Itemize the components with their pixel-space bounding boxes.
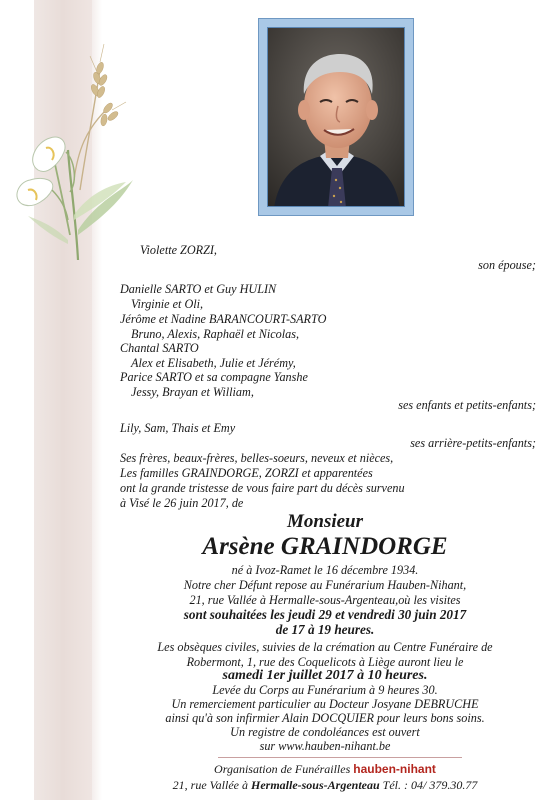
visits-line: sont souhaitées les jeudi 29 et vendredi 30 juin 2017 (183, 607, 467, 622)
thanks-line: ainsi qu'à son infirmier Alain DOCQUIER pour leurs bons soins. (165, 711, 485, 725)
others-line: à Visé le 26 juin 2017, de (120, 496, 244, 510)
funeral-line: Robermont, 1, rue des Coquelicots à Liège auront lieu le (186, 655, 464, 669)
calla-lily-icon (8, 30, 138, 270)
deceased-title: Monsieur (286, 511, 364, 532)
footer-address (110, 778, 540, 792)
child-line: Danielle SARTO et Guy HULIN (120, 282, 277, 296)
funeral-date: samedi 1er juillet 2017 à 10 heures. (222, 668, 428, 683)
spouse-name: Violette ZORZI, (140, 243, 217, 257)
phone: Tél. : 04/ 379.30.77 (382, 778, 478, 792)
grandchild-line: Virginie et Oli, (131, 297, 204, 311)
register-line: sur www.hauben-nihant.be (259, 739, 391, 753)
funeral-line: Les obsèques civiles, suivies de la crémation au Centre Funéraire de (157, 640, 493, 654)
portrait-frame (258, 18, 414, 216)
separator (218, 757, 462, 758)
child-line: Chantal SARTO (120, 341, 199, 355)
repose-line: 21, rue Vallée à Hermalle-sous-Argenteau,où les visites (189, 593, 461, 607)
deceased-name: Arsène GRAINDORGE (202, 533, 448, 560)
birth-line: né à Ivoz-Ramet le 16 décembre 1934. (231, 563, 419, 577)
grandchild-line: Alex et Elisabeth, Julie et Jérémy, (131, 356, 296, 370)
register-line: Un registre de condoléances est ouvert (230, 725, 420, 739)
spouse-role: son épouse; (478, 258, 536, 272)
others-line: Les familles GRAINDORGE, ZORZI et apparentées (120, 466, 373, 480)
address-city: Hermalle-sous-Argenteau (250, 778, 380, 792)
others-line: ont la grande tristesse de vous faire part du décès survenu (120, 481, 405, 495)
child-line: Jérôme et Nadine BARANCOURT-SARTO (120, 312, 327, 326)
levee-line: Levée du Corps au Funérarium à 9 heures 30. (212, 683, 438, 697)
footer-org (110, 762, 540, 776)
children-role: ses enfants et petits-enfants; (398, 398, 536, 412)
great-grandchildren: Lily, Sam, Thais et Emy (120, 421, 236, 435)
others-line: Ses frères, beaux-frères, belles-soeurs, neveux et nièces, (120, 451, 394, 465)
child-line: Parice SARTO et sa compagne Yanshe (120, 370, 308, 384)
great-grandchildren-role: ses arrière-petits-enfants; (410, 436, 536, 450)
portrait-photo (267, 27, 405, 207)
visits-hours: de 17 à 19 heures. (275, 622, 375, 637)
repose-line: Notre cher Défunt repose au Funérarium Hauben-Nihant, (183, 578, 467, 592)
brand-logo: hauben-nihant (353, 762, 436, 776)
org-label: Organisation de Funérailles (214, 762, 351, 776)
address-prefix: 21, rue Vallée à (172, 778, 248, 792)
thanks-line: Un remerciement particulier au Docteur Josyane DEBRUCHE (171, 697, 479, 711)
grandchild-line: Jessy, Brayan et William, (131, 385, 254, 399)
grandchild-line: Bruno, Alexis, Raphaël et Nicolas, (131, 327, 300, 341)
